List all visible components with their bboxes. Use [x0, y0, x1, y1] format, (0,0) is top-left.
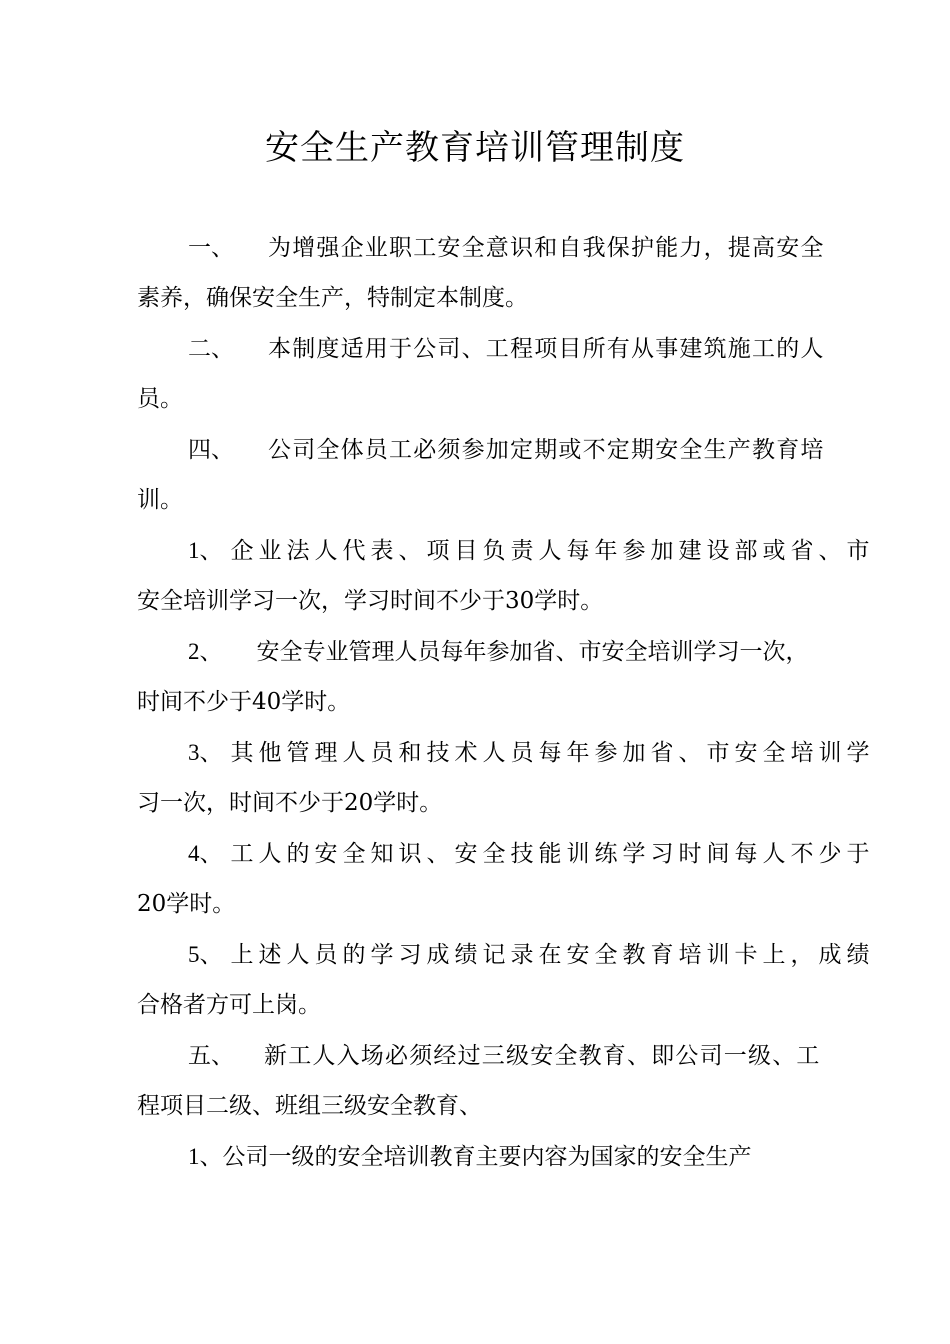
- paragraph-8-marker: 5、: [188, 942, 223, 967]
- paragraph-6-marker: 3、: [188, 740, 223, 765]
- paragraph-2-text-1: 本制度适用于公司、工程项目所有从事建筑施工的人: [268, 336, 825, 362]
- paragraph-10-marker: 1、: [188, 1144, 223, 1169]
- paragraph-5-line-1: [188, 636, 809, 668]
- paragraph-1-line-1: [188, 232, 825, 264]
- paragraph-5-line-2: 时间不少于40学时。: [137, 689, 351, 715]
- paragraph-3-marker: 四、: [188, 437, 234, 463]
- paragraph-8-line-2: 合格者方可上岗。: [137, 992, 321, 1018]
- paragraph-2-line-2: 员。: [137, 386, 183, 412]
- document-title: 安全生产教育培训管理制度: [265, 128, 685, 168]
- paragraph-7-line-1: [188, 838, 875, 870]
- paragraph-6-line-2: 习一次，时间不少于20学时。: [137, 790, 443, 816]
- paragraph-3-text-1: 公司全体员工必须参加定期或不定期安全生产教育培: [268, 437, 825, 463]
- paragraph-1-marker: 一、: [188, 235, 234, 261]
- paragraph-3-line-1: [188, 434, 825, 466]
- paragraph-6-line-1: [188, 737, 875, 769]
- paragraph-2-marker: 二、: [188, 336, 234, 362]
- paragraph-6-text-1: 其他管理人员和技术人员每年参加省、市安全培训学: [230, 740, 875, 766]
- paragraph-4-text-1: 企业法人代表、项目负责人每年参加建设部或省、市: [230, 538, 875, 564]
- paragraph-9-text-1: 新工人入场必须经过三级安全教育、即公司一级、工: [264, 1043, 821, 1069]
- paragraph-10-line-1: [188, 1141, 752, 1173]
- paragraph-10-text-1: 公司一级的安全培训教育主要内容为国家的安全生产: [222, 1144, 752, 1170]
- paragraph-5-marker: 2、: [188, 639, 223, 664]
- paragraph-1-text-1: 为增强企业职工安全意识和自我保护能力，提高安全: [268, 235, 825, 261]
- paragraph-7-text-1: 工人的安全知识、安全技能训练学习时间每人不少于: [230, 841, 875, 867]
- paragraph-5-text-1: 安全专业管理人员每年参加省、市安全培训学习一次，: [256, 639, 809, 665]
- paragraph-8-line-1: [188, 939, 875, 971]
- paragraph-7-marker: 4、: [188, 841, 223, 866]
- paragraph-8-text-1: 上述人员的学习成绩记录在安全教育培训卡上，成绩: [230, 942, 875, 968]
- paragraph-2-line-1: [188, 333, 825, 365]
- paragraph-3-line-2: 训。: [137, 487, 183, 513]
- paragraph-4-line-1: [188, 535, 875, 567]
- paragraph-9-line-2: 程项目二级、班组三级安全教育、: [137, 1093, 482, 1119]
- paragraph-4-line-2: 安全培训学习一次，学习时间不少于30学时。: [137, 588, 604, 614]
- paragraph-4-marker: 1、: [188, 538, 223, 563]
- paragraph-1-line-2: 素养，确保安全生产，特制定本制度。: [137, 285, 528, 311]
- paragraph-9-line-1: [188, 1040, 821, 1072]
- paragraph-9-marker: 五、: [188, 1043, 234, 1069]
- paragraph-7-line-2: 20学时。: [137, 891, 236, 917]
